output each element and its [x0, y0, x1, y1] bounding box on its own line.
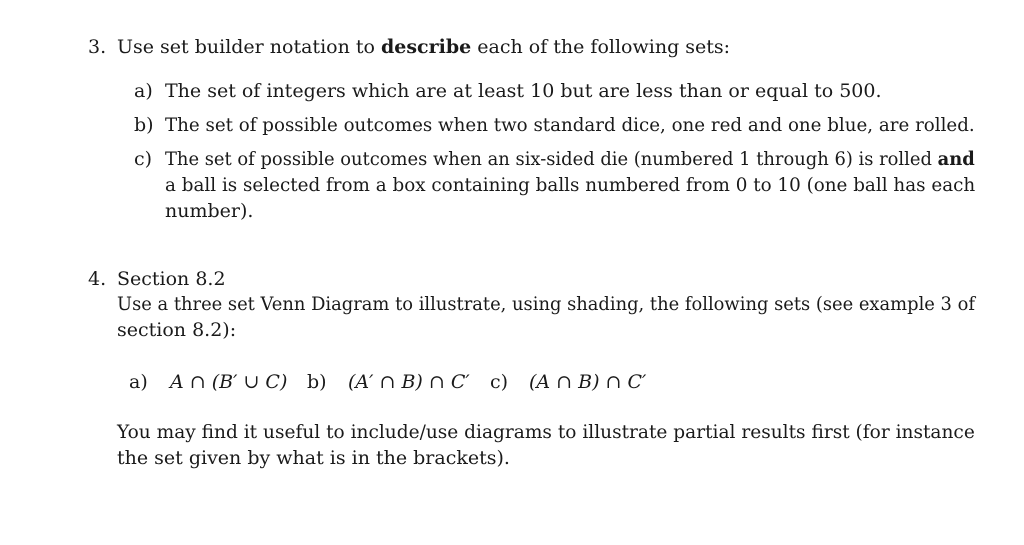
- q3-item-c-label: c): [134, 148, 153, 170]
- q4-part-c-expr: (A ∩ B) ∩ C′: [529, 371, 647, 393]
- question-4-note-line-1: You may find it useful to include/use diagrams to illustrate partial results first (for instance: [117, 421, 975, 443]
- q4-part-a-expr: A ∩ (B′ ∪ C): [170, 371, 288, 393]
- q3-item-c-line-1: [165, 146, 975, 172]
- question-4-desc-line-1: Use a three set Venn Diagram to illustrate, using shading, the following sets (see example 3 of: [117, 293, 975, 315]
- question-4-note-line-2: the set given by what is in the brackets).: [117, 447, 510, 469]
- q3-item-c-line-1-bold: and: [937, 148, 975, 170]
- q3-item-c-line-3: number).: [165, 200, 254, 222]
- q3-item-a-label: a): [134, 80, 153, 102]
- question-4-desc-line-2: section 8.2):: [117, 319, 237, 341]
- question-3-intro: [117, 34, 730, 60]
- question-3-intro-pre: Use set builder notation to: [117, 36, 381, 58]
- question-3-intro-bold: describe: [380, 36, 472, 58]
- q4-part-b-expr: (A′ ∩ B) ∩ C′: [348, 371, 470, 393]
- q4-part-c-label: c): [490, 371, 509, 393]
- q3-item-a-text: The set of integers which are at least 10 but are less than or equal to 500.: [165, 80, 882, 102]
- q3-item-b-label: b): [134, 114, 154, 136]
- question-4-number: 4.: [88, 268, 107, 290]
- q4-part-a-label: a): [129, 371, 148, 393]
- question-3-intro-post: each of the following sets:: [471, 36, 731, 58]
- q4-part-b-label: b): [307, 371, 327, 393]
- question-3-number: 3.: [88, 36, 107, 58]
- q3-item-c-line-1-pre: The set of possible outcomes when an six-sided die (numbered 1 through 6) is rolled: [165, 148, 938, 170]
- q3-item-b-text: The set of possible outcomes when two standard dice, one red and one blue, are rolled.: [165, 114, 975, 136]
- question-4-section: Section 8.2: [117, 268, 226, 290]
- q3-item-c-line-2: a ball is selected from a box containing balls numbered from 0 to 10 (one ball has each: [165, 174, 976, 196]
